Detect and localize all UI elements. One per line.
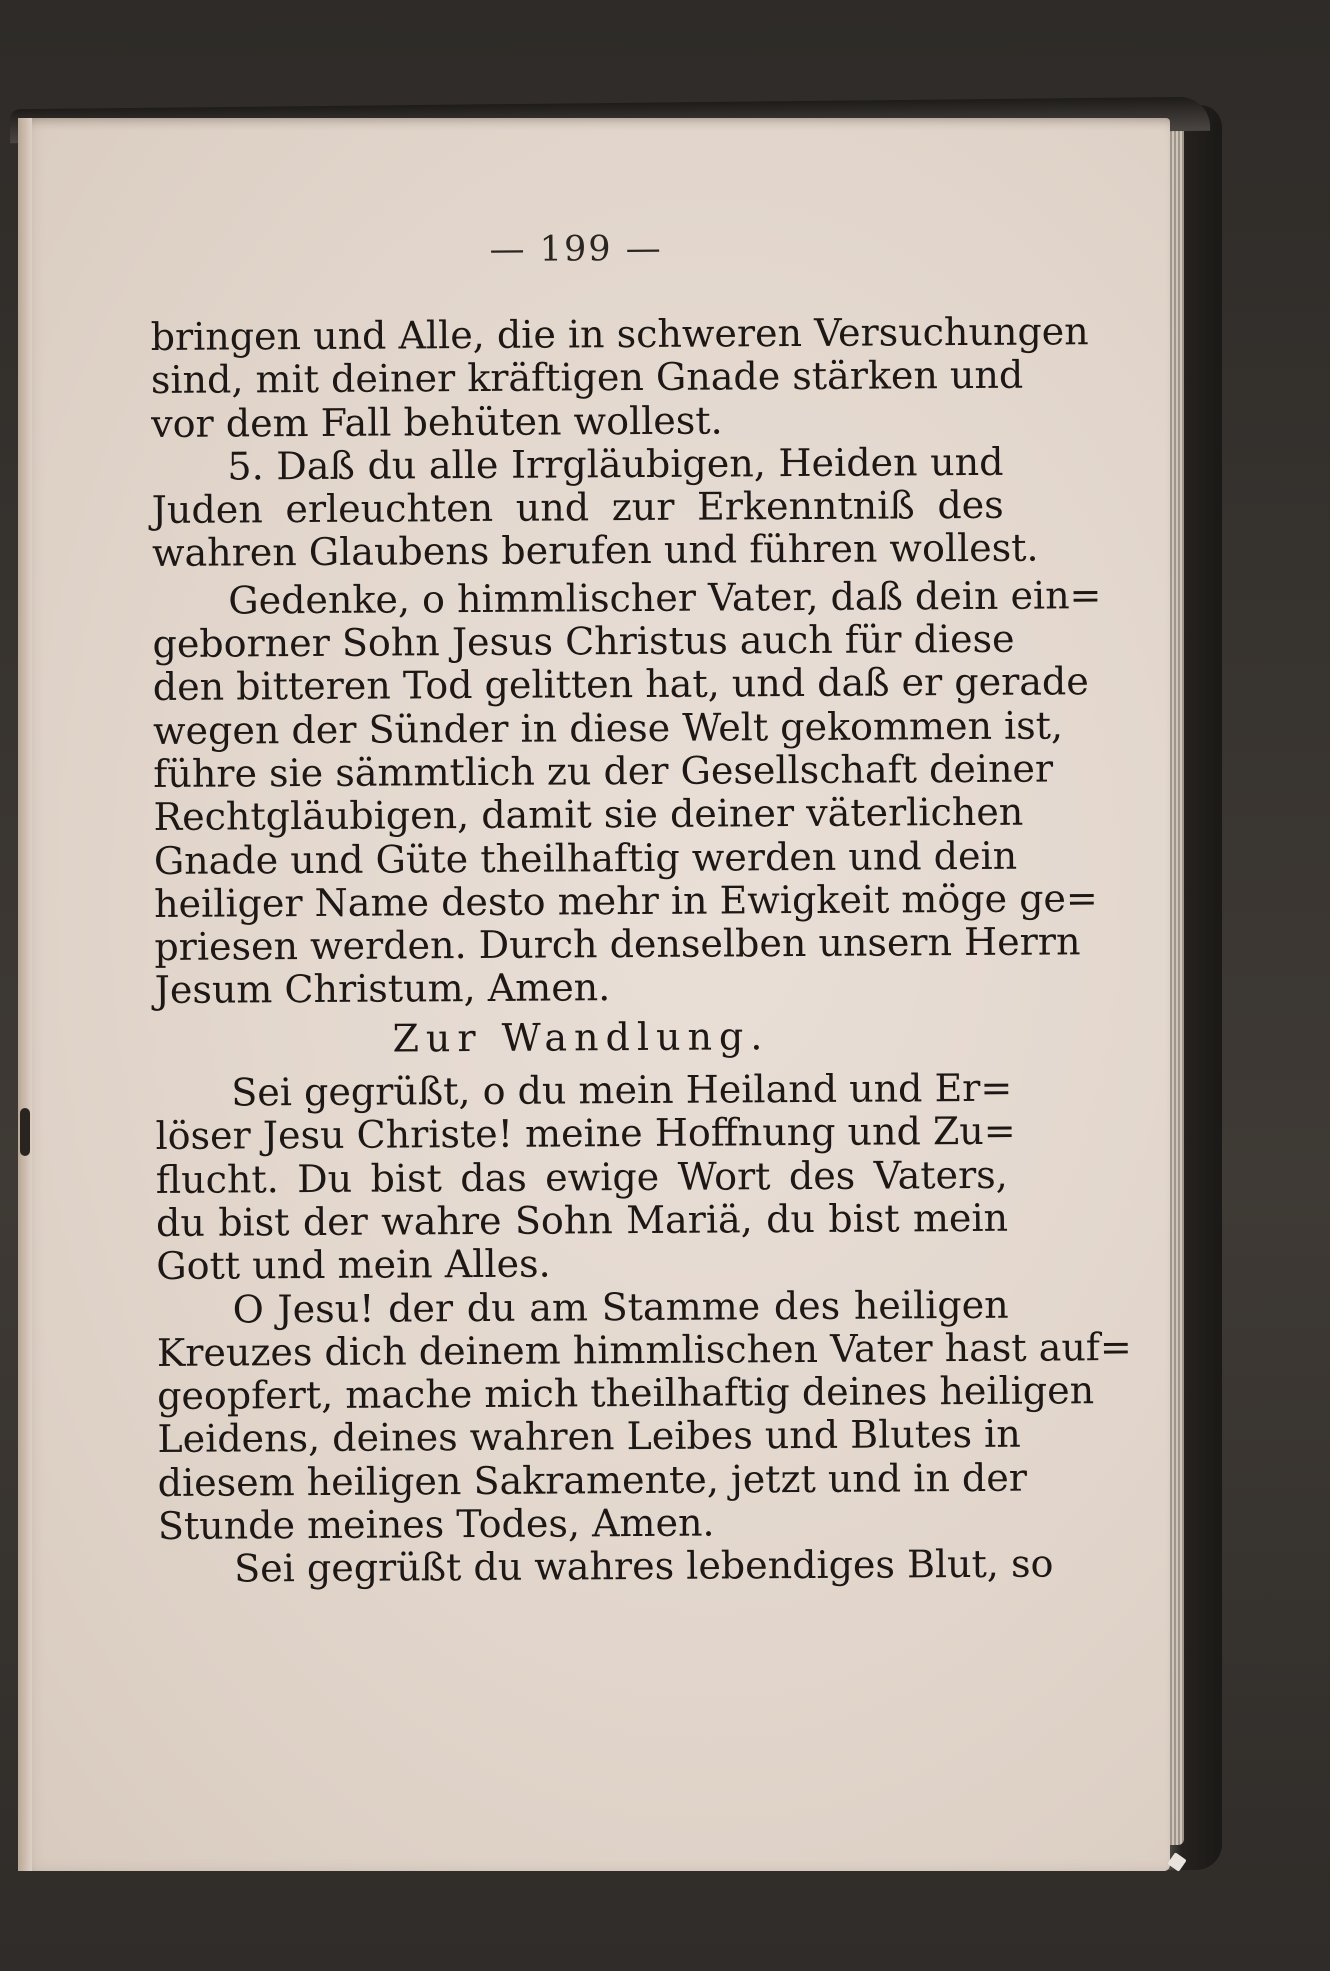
page-text [150,223,1132,1592]
page-number: — 199 — [489,228,663,270]
text-line: vor dem Fall behüten wollest. [151,398,723,446]
text-line: geborner Sohn Jesus Christus auch für diese [152,616,1015,667]
section-heading: Zur Wandlung. [392,1013,770,1061]
text-line: Leidens, deines wahren Leibes und Blutes in [157,1412,1021,1462]
text-line: Juden erleuchten und zur Erkenntniß des [151,482,1004,533]
text-line: Jesum Christum, Amen. [154,965,611,1013]
text-line: Gnade und Güte theilhaftig werden und dein [153,833,1018,883]
text-line: Gott und mein Alles. [156,1241,551,1289]
text-line: Rechtgläubigen, damit sie deiner väterlichen [153,789,1024,840]
text-line: du bist der wahre Sohn Mariä, du bist mein [155,1195,1009,1245]
text-line: geopfert, mache mich theilhaftig deines heiligen [157,1368,1095,1419]
text-line: den bitteren Tod gelitten hat, und daß er gerade [152,659,1089,710]
page-gutter [18,118,32,1871]
text-line: O Jesu! der du am Stamme des heiligen [232,1282,1009,1332]
text-line: Sei gegrüßt du wahres lebendiges Blut, so [234,1541,1054,1591]
binding-mark [20,1108,30,1156]
text-line: sind, mit deiner kräftigen Gnade stärken und [150,352,1024,403]
text-line: wegen der Sünder in diese Welt gekommen ist, [152,703,1064,753]
text-line: wahren Glaubens berufen und führen wollest. [151,526,1039,576]
page-edges [1168,125,1184,1845]
text-line: heiliger Name desto mehr in Ewigkeit möge ge= [153,876,1098,926]
text-line: bringen und Alle, die in schweren Versuchungen [150,309,1089,359]
text-line: löser Jesu Christe! meine Hoffnung und Zu= [155,1109,1016,1159]
text-line: 5. Daß du alle Irrgläubigen, Heiden und [227,439,1004,489]
text-line: Kreuzes dich deinem himmlischen Vater hast auf= [156,1324,1132,1375]
text-line: führe sie sämmtlich zu der Gesellschaft deiner [153,746,1054,796]
text-line: Sei gegrüßt, o du mein Heiland und Er= [231,1065,1013,1115]
text-line: priesen werden. Durch denselben unsern Herrn [154,919,1081,970]
text-line: Stunde meines Todes, Amen. [157,1500,715,1548]
text-line: flucht. Du bist das ewige Wort des Vaters, [155,1152,1008,1202]
text-line: diesem heiligen Sakramente, jetzt und in der [157,1455,1028,1505]
text-line: Gedenke, o himmlischer Vater, daß dein ein= [228,572,1102,623]
